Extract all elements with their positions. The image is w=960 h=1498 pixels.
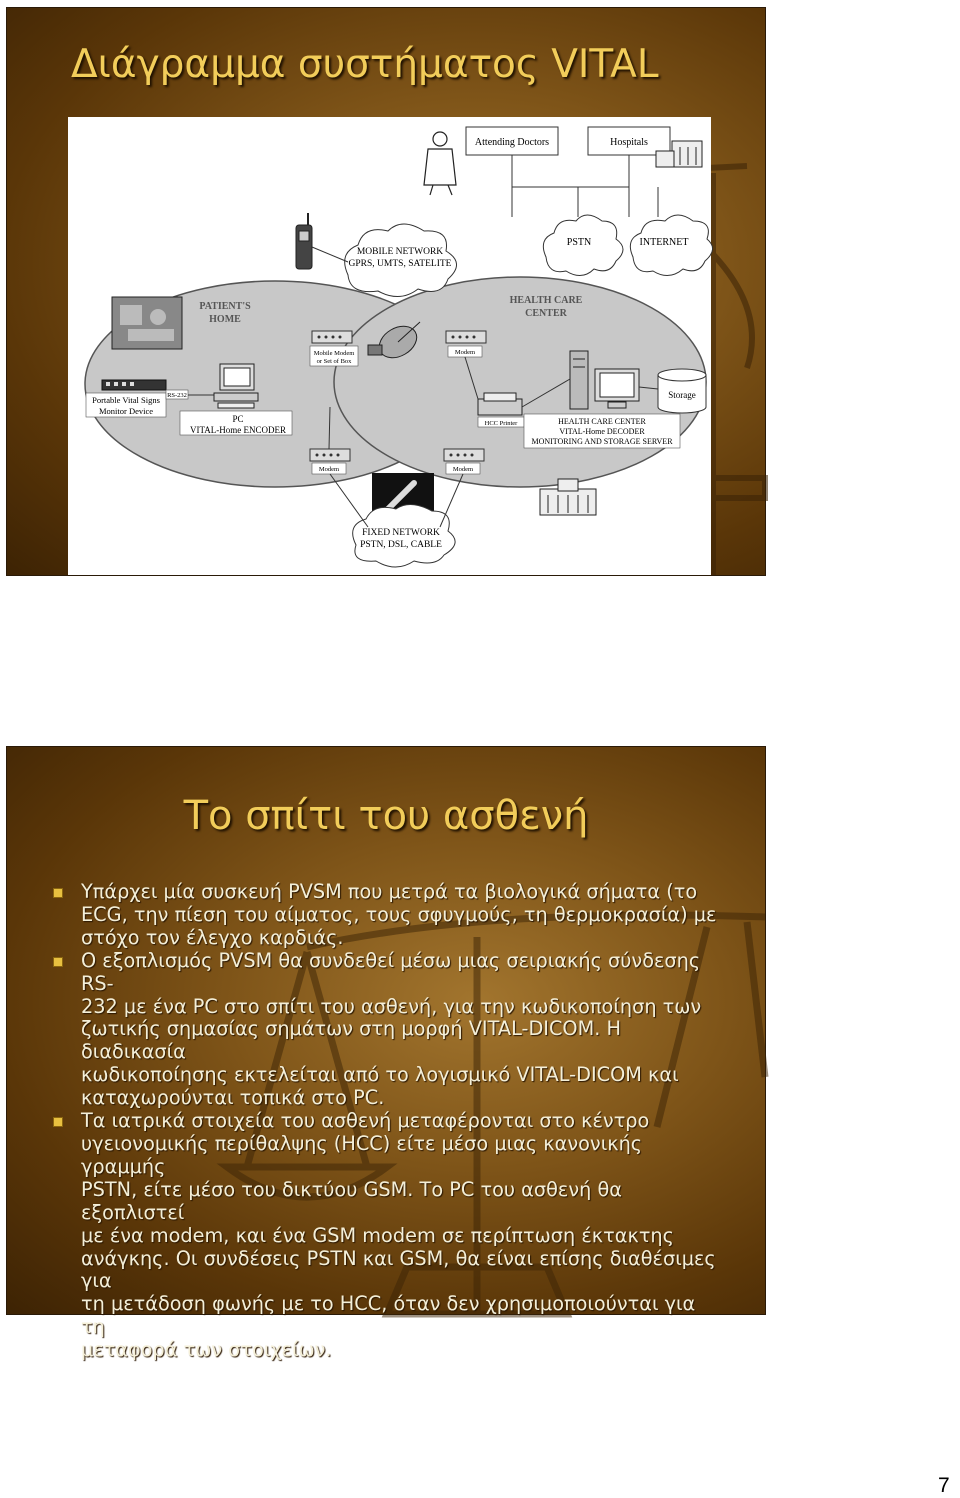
mobile-modem-icon	[312, 331, 352, 343]
bullet-item	[53, 881, 723, 950]
patients-home-label-1: PATIENT'S	[199, 301, 251, 312]
storage-label: Storage	[668, 390, 696, 400]
mobile-modem-label-2: or Set of Box	[316, 358, 352, 365]
patients-home-label-2: HOME	[209, 314, 241, 325]
bullet-line: κωδικοποίησης εκτελείται από το λογισμικό VITAL-DICOM και	[81, 1063, 679, 1087]
bullet-line: Υπάρχει μία συσκευή PVSM που μετρά τα βιολογικά σήματα (το	[81, 880, 698, 903]
bullet-line: PSTN, είτε μέσο του δικτύου GSM. Το PC του ασθενή θα εξοπλιστεί	[81, 1177, 622, 1224]
bullet-square-icon	[53, 957, 63, 967]
attending-doctors-label: Attending Doctors	[474, 137, 550, 148]
bullet-line: ανάγκης. Οι συνδέσεις PSTN και GSM, θα είναι επίσης διαθέσιμες για	[81, 1246, 716, 1293]
pvsm-device-icon	[102, 380, 166, 390]
bullet-line: υγειονομικής περίθαλψης (HCC) είτε μέσο μιας κανονικής γραμμής	[81, 1131, 643, 1178]
server-tower-icon	[570, 351, 588, 409]
mobile-modem-label-1: Mobile Modem	[313, 350, 355, 357]
fixed-network-label-1: FIXED NETWORK	[362, 528, 440, 538]
hospitals-label: Hospitals	[610, 137, 648, 148]
bullet-square-icon	[53, 888, 63, 898]
bullet-square-icon	[53, 1117, 63, 1127]
patient-modem-bottom-icon	[310, 449, 350, 461]
internet-label: INTERNET	[639, 237, 689, 248]
bullet-line: στόχο τον έλεγχο καρδιάς.	[81, 925, 344, 949]
doctor-icon	[424, 132, 456, 195]
bullet-line: καταχωρούνται τοπικά στο PC.	[81, 1086, 385, 1110]
mobile-network-label-2: GPRS, UMTS, SATELITE	[348, 259, 452, 269]
mobile-phone-icon	[296, 213, 312, 269]
bullet-line: Τα ιατρικά στοιχεία του ασθενή μεταφέρονται στο κέντρο	[81, 1109, 650, 1133]
bullet-line: ζωτικής σημασίας σημάτων στη μορφή VITAL-DICOM. Η διαδικασία	[81, 1017, 622, 1064]
bullet-line: με ένα modem, και ένα GSM modem σε περίπτωση έκτακτης	[81, 1223, 674, 1247]
hcc-modem-top-icon	[446, 331, 486, 343]
pstn-label: PSTN	[566, 237, 592, 248]
hcc-server-label-3: MONITORING AND STORAGE SERVER	[531, 437, 673, 446]
hcc-printer-label: HCC Printer	[484, 420, 518, 427]
bullet-item	[53, 1110, 723, 1362]
slide-patients-home	[6, 746, 766, 1362]
bullet-line: ECG, την πίεση του αίματος, τους σφυγμούς, τη θερμοκρασία) με	[81, 902, 717, 926]
fixed-network-label-2: PSTN, DSL, CABLE	[360, 540, 442, 550]
slide-system-diagram	[6, 7, 766, 576]
pc-label-2: VITAL-Home ENCODER	[189, 425, 287, 435]
bullet-list	[53, 881, 723, 1362]
hcc-modem-bottom-icon	[444, 449, 484, 461]
page-number: 7	[938, 1474, 950, 1497]
vital-system-diagram	[68, 117, 711, 575]
bullet-line: Ο εξοπλισμός PVSM θα συνδεθεί μέσω μιας σειριακής σύνδεσης RS-	[81, 948, 701, 995]
health-care-center-label-2: CENTER	[525, 308, 567, 319]
hcc-server-label-1: HEALTH CARE CENTER	[558, 417, 646, 426]
slide-title: Το σπίτι του ασθενή	[183, 793, 589, 839]
hcc-modem-top-label: Modem	[454, 349, 476, 356]
patient-modem-bottom-label: Modem	[318, 466, 340, 473]
health-care-center-ellipse	[334, 277, 706, 487]
hcc-modem-bottom-label: Modem	[452, 466, 474, 473]
health-care-center-label-1: HEALTH CARE	[509, 295, 583, 306]
bullet-line: μεταφορά των στοιχείων.	[81, 1338, 332, 1362]
hcc-server-label-2: VITAL-Home DECODER	[559, 427, 645, 436]
pc-label-1: PC	[232, 414, 244, 424]
bullet-line: τη μετάδοση φωνής με το HCC, όταν δεν χρησιμοποιούνται για τη	[81, 1292, 696, 1339]
rs232-label: RS-232	[167, 392, 187, 399]
pc-computer-icon	[214, 364, 258, 408]
slide-title: Διάγραμμα συστήματος VITAL	[71, 42, 659, 87]
pvsm-label-2: Monitor Device	[98, 406, 154, 416]
pvsm-label-1: Portable Vital Signs	[92, 395, 160, 405]
bullet-item	[53, 950, 723, 1110]
mobile-network-label-1: MOBILE NETWORK	[356, 247, 444, 257]
bullet-line: 232 με ένα PC στο σπίτι του ασθενή, για την κωδικοποίηση των	[81, 994, 702, 1018]
hcc-printer-icon	[478, 393, 522, 415]
